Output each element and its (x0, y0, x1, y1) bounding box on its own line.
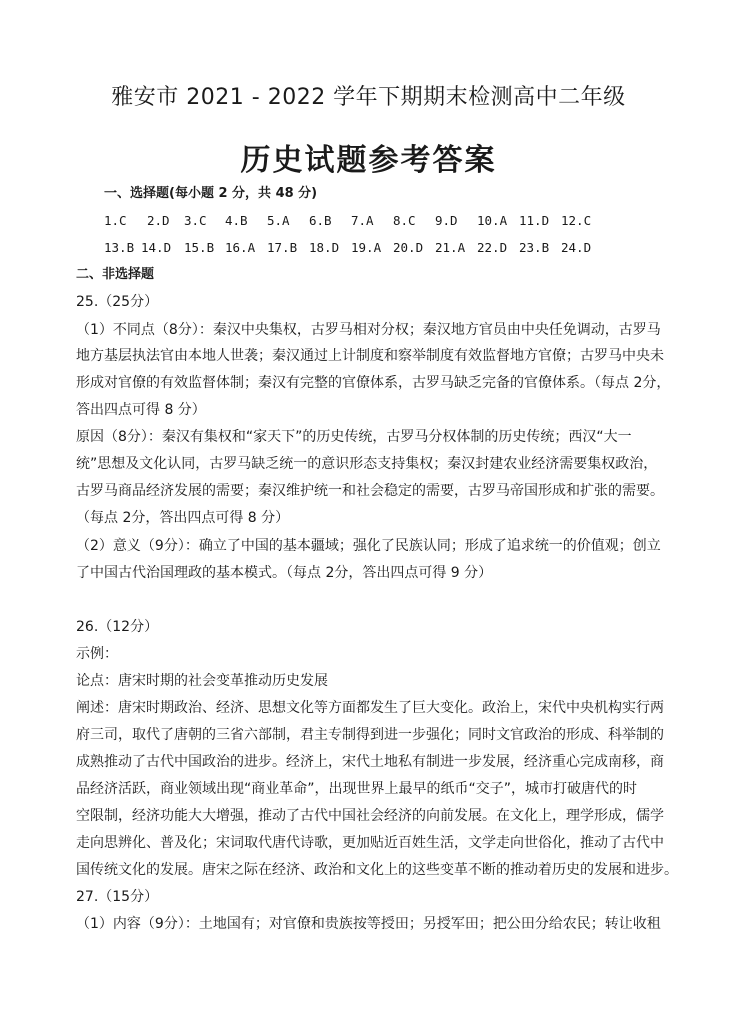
answer-item: 19.A (351, 240, 382, 255)
answer-item: 20.D (393, 240, 424, 255)
document-title: 雅安市 2021 - 2022 学年下期期末检测高中二年级 (111, 85, 626, 110)
q27-text-line: （1）内容（9分）：土地国有；对官僚和贵族按等授田；另授军田；把公田分给农民；转让收租 (76, 916, 661, 932)
answer-item: 6.B (309, 213, 332, 228)
document-subtitle: 历史试题参考答案 (240, 143, 497, 178)
answer-item: 17.B (267, 240, 298, 255)
q26-text-line: 阐述：唐宋时期政治、经济、思想文化等方面都发生了巨大变化。政治上，宋代中央机构实行两 (76, 700, 664, 716)
answer-item: 7.A (351, 213, 374, 228)
answer-item: 9.D (435, 213, 458, 228)
answer-item: 18.D (309, 240, 340, 255)
q25-text-line: （每点 2分，答出四点可得 8 分） (76, 510, 290, 526)
q26-text-line: 走向思辨化、普及化；宋词取代唐代诗歌，更加贴近百姓生活，文学走向世俗化，推动了古代中 (76, 835, 664, 851)
q25-text-line: 了中国古代治国理政的基本模式。（每点 2分，答出四点可得 9 分） (76, 565, 493, 581)
answer-item: 13.B (104, 240, 135, 255)
q25-text-line: 统”思想及文化认同，古罗马缺乏统一的意识形态支持集权；秦汉封建农业经济需要集权政治， (76, 456, 658, 472)
q26-text-line: 品经济活跃，商业领域出现“商业革命”，出现世界上最早的纸币“交子”，城市打破唐代的时 (76, 781, 638, 797)
q26-text-line: 成熟推动了古代中国政治的进步。经济上，宋代土地私有制进一步发展，经济重心完成南移，商 (76, 754, 664, 770)
q26-text-line: 府三司，取代了唐朝的三省六部制，君主专制得到进一步强化；同时文官政治的形成、科举制的 (76, 727, 664, 743)
q25-text-line: 地方基层执法官由本地人世袭；秦汉通过上计制度和察举制度有效监督地方官僚；古罗马中央未 (76, 348, 664, 364)
q25-text-line: （1）不同点（8分）：秦汉中央集权，古罗马相对分权；秦汉地方官员由中央任免调动，古罗马 (76, 322, 661, 338)
q27-label: 27.（15分） (76, 889, 159, 905)
answer-item: 16.A (225, 240, 256, 255)
answer-item: 5.A (267, 213, 290, 228)
q26-text-line: 空限制，经济功能大大增强，推动了古代中国社会经济的向前发展。在文化上，理学形成，儒学 (76, 808, 664, 824)
q25-text-line: 答出四点可得 8 分） (76, 402, 206, 418)
answer-item: 3.C (184, 213, 207, 228)
answer-item: 15.B (184, 240, 215, 255)
answers-row-2 (104, 238, 624, 258)
answers-row-1 (104, 211, 624, 231)
q26-label: 26.（12分） (76, 619, 159, 635)
answer-item: 2.D (147, 213, 170, 228)
answer-item: 11.D (519, 213, 550, 228)
answer-item: 8.C (393, 213, 416, 228)
q25-text-line: 原因（8分）：秦汉有集权和“家天下”的历史传统，古罗马分权体制的历史传统；西汉“大一 (76, 429, 632, 445)
answer-item: 12.C (561, 213, 592, 228)
q26-thesis: 论点：唐宋时期的社会变革推动历史发展 (76, 673, 328, 689)
answer-item: 4.B (225, 213, 248, 228)
section1-heading: 一、选择题(每小题 2 分，共 48 分) (104, 186, 318, 201)
answer-item: 22.D (477, 240, 508, 255)
answer-item: 10.A (477, 213, 508, 228)
section2-heading: 二、非选择题 (76, 267, 155, 282)
answer-item: 23.B (519, 240, 550, 255)
answer-item: 24.D (561, 240, 592, 255)
q25-text-line: （2）意义（9分）：确立了中国的基本疆域；强化了民族认同；形成了追求统一的价值观；创立 (76, 538, 661, 554)
q25-text-line: 古罗马商品经济发展的需要；秦汉维护统一和社会稳定的需要，古罗马帝国形成和扩张的需要。 (76, 483, 664, 499)
answer-item: 1.C (104, 213, 127, 228)
q25-text-line: 形成对官僚的有效监督体制；秦汉有完整的官僚体系，古罗马缺乏完备的官僚体系。（每点 2分， (76, 375, 671, 391)
q25-label: 25.（25分） (76, 294, 159, 310)
q26-text-line: 国传统文化的发展。唐宋之际在经济、政治和文化上的这些变革不断的推动着历史的发展和进步。 (76, 862, 678, 878)
q26-example: 示例： (76, 646, 118, 662)
answer-item: 14.D (141, 240, 172, 255)
answer-item: 21.A (435, 240, 466, 255)
